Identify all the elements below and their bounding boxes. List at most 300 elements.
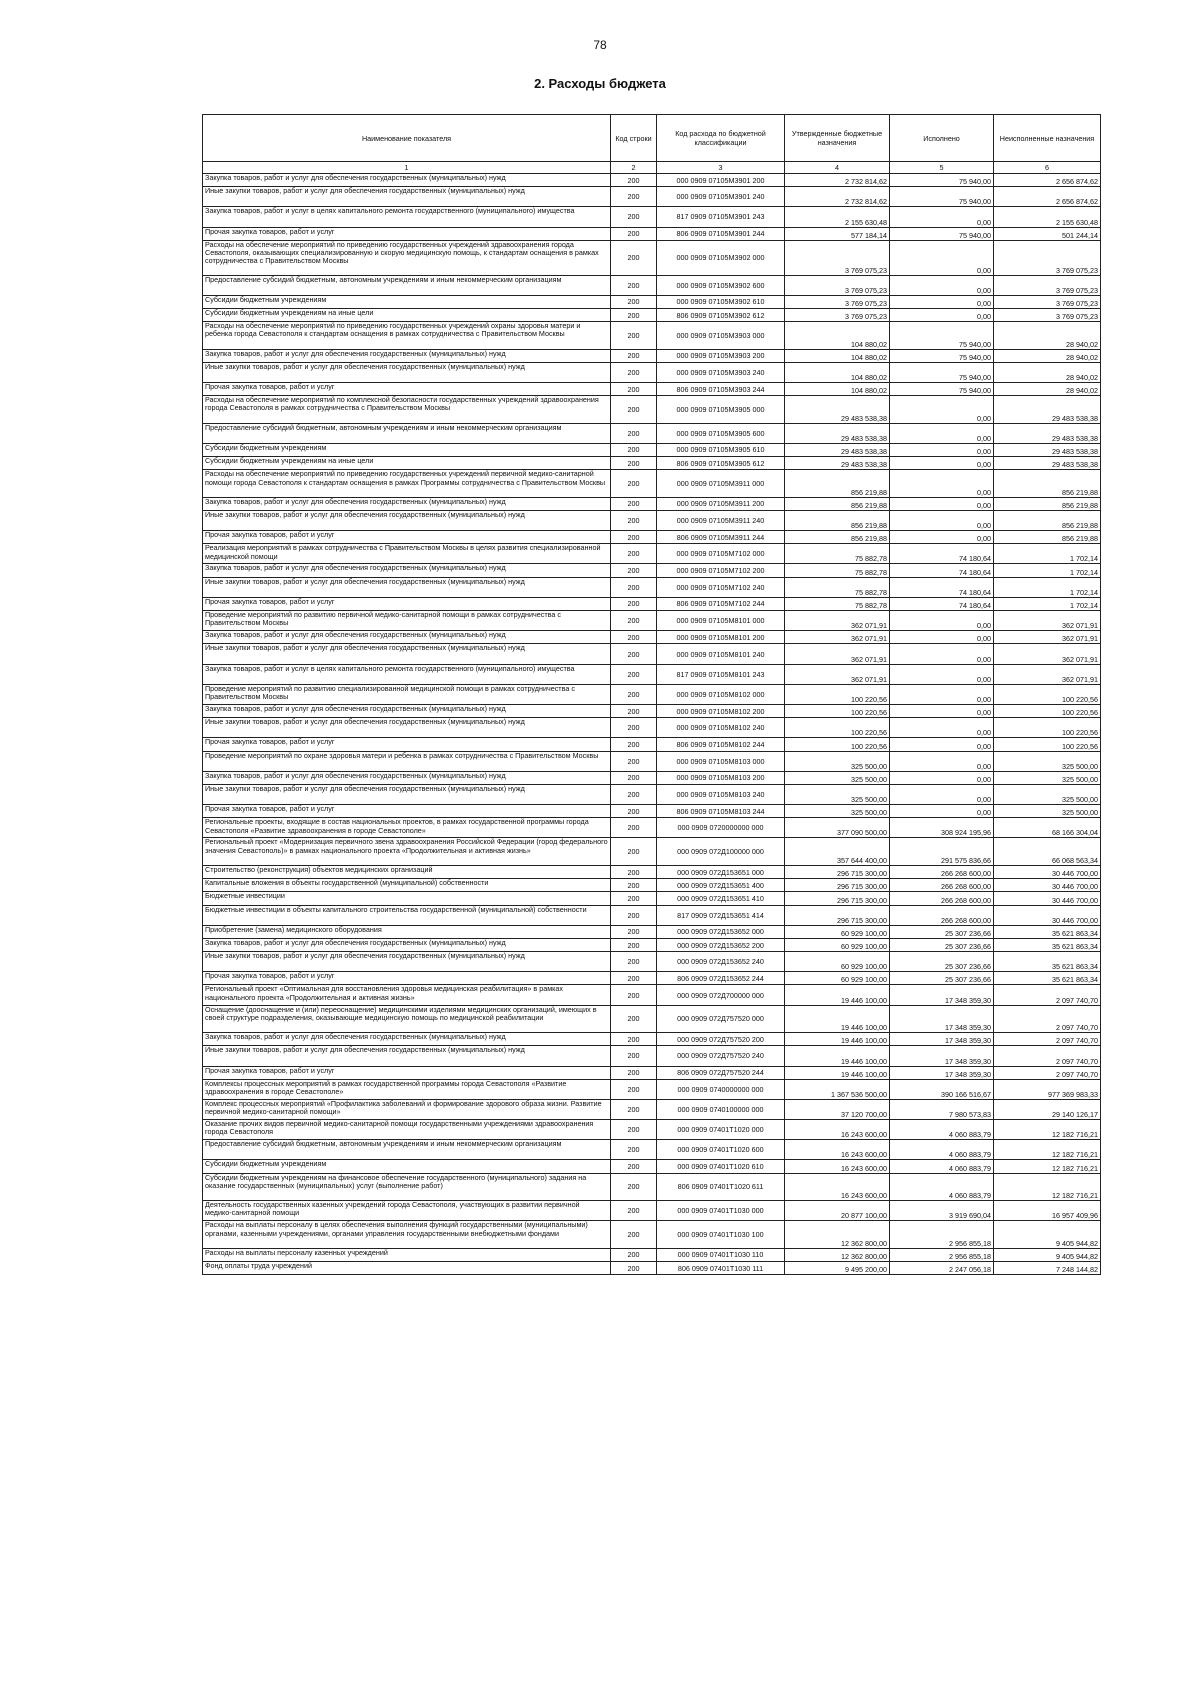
row-executed-cell: 7 980 573,83 (890, 1099, 994, 1119)
row-executed-cell: 266 268 600,00 (890, 892, 994, 905)
row-unexecuted-cell: 362 071,91 (994, 611, 1101, 631)
row-name-cell: Закупка товаров, работ и услуг для обеспечения государственных (муниципальных) нужд (203, 349, 611, 362)
table-row (203, 1033, 1101, 1046)
row-executed-cell: 2 247 056,18 (890, 1262, 994, 1275)
row-code-cell: 200 (611, 1201, 657, 1221)
row-executed-cell: 4 060 883,79 (890, 1140, 994, 1160)
row-executed-cell: 17 348 359,30 (890, 985, 994, 1005)
row-name-cell: Прочая закупка товаров, работ и услуг (203, 382, 611, 395)
row-executed-cell: 25 307 236,66 (890, 925, 994, 938)
header-approved: Утвержденные бюджетные назначения (785, 115, 890, 162)
row-approved-cell: 2 732 814,62 (785, 187, 890, 207)
row-executed-cell: 2 956 855,18 (890, 1221, 994, 1249)
row-approved-cell: 37 120 700,00 (785, 1099, 890, 1119)
row-unexecuted-cell: 1 702,14 (994, 597, 1101, 610)
row-code-cell: 200 (611, 510, 657, 530)
row-unexecuted-cell: 325 500,00 (994, 805, 1101, 818)
row-classification-cell: 000 0909 072Д757520 200 (657, 1033, 785, 1046)
table-row (203, 972, 1101, 985)
row-executed-cell: 0,00 (890, 497, 994, 510)
row-executed-cell: 75 940,00 (890, 382, 994, 395)
row-classification-cell: 000 0909 07105M3901 200 (657, 174, 785, 187)
row-executed-cell: 75 940,00 (890, 187, 994, 207)
row-executed-cell: 0,00 (890, 510, 994, 530)
row-classification-cell: 806 0909 072Д757520 244 (657, 1066, 785, 1079)
row-code-cell: 200 (611, 457, 657, 470)
table-row (203, 187, 1101, 207)
row-code-cell: 200 (611, 207, 657, 227)
row-code-cell: 200 (611, 1120, 657, 1140)
table-row (203, 1079, 1101, 1099)
row-name-cell: Оснащение (дооснащение и (или) переоснащение) медицинскими изделиями медицинских организаций, имеющих в своей структуре подразделения, оказывающие медицинскую помощь по медицинской реабилитации (203, 1005, 611, 1033)
row-executed-cell: 0,00 (890, 771, 994, 784)
row-approved-cell: 362 071,91 (785, 631, 890, 644)
table-row (203, 564, 1101, 577)
row-code-cell: 200 (611, 631, 657, 644)
row-classification-cell: 000 0909 07105M3903 240 (657, 362, 785, 382)
row-unexecuted-cell: 2 097 740,70 (994, 1005, 1101, 1033)
row-approved-cell: 60 929 100,00 (785, 925, 890, 938)
row-unexecuted-cell: 3 769 075,23 (994, 295, 1101, 308)
row-code-cell: 200 (611, 1099, 657, 1119)
row-executed-cell: 0,00 (890, 531, 994, 544)
column-number: 2 (611, 162, 657, 174)
row-executed-cell: 75 940,00 (890, 349, 994, 362)
row-executed-cell: 17 348 359,30 (890, 1005, 994, 1033)
header-line-code: Код строки (611, 115, 657, 162)
row-unexecuted-cell: 856 219,88 (994, 470, 1101, 498)
table-row (203, 443, 1101, 456)
row-executed-cell: 75 940,00 (890, 174, 994, 187)
table-header-row (203, 115, 1101, 162)
header-indicator-name: Наименование показателя (203, 115, 611, 162)
row-classification-cell: 817 0909 07105M8101 243 (657, 664, 785, 684)
row-approved-cell: 29 483 538,38 (785, 443, 890, 456)
row-approved-cell: 3 769 075,23 (785, 240, 890, 275)
row-approved-cell: 296 715 300,00 (785, 905, 890, 925)
row-approved-cell: 2 732 814,62 (785, 174, 890, 187)
row-approved-cell: 29 483 538,38 (785, 457, 890, 470)
row-code-cell: 200 (611, 187, 657, 207)
row-classification-cell: 000 0909 0740100000 000 (657, 1099, 785, 1119)
row-unexecuted-cell: 16 957 409,96 (994, 1201, 1101, 1221)
row-classification-cell: 000 0909 07105M3902 610 (657, 295, 785, 308)
row-code-cell: 200 (611, 865, 657, 878)
row-classification-cell: 000 0909 072Д757520 000 (657, 1005, 785, 1033)
table-row (203, 905, 1101, 925)
row-approved-cell: 75 882,78 (785, 597, 890, 610)
row-classification-cell: 000 0909 07105M8102 000 (657, 684, 785, 704)
row-code-cell: 200 (611, 382, 657, 395)
row-classification-cell: 000 0909 07105M3903 000 (657, 322, 785, 350)
row-executed-cell: 0,00 (890, 704, 994, 717)
row-classification-cell: 000 0909 07105M3905 000 (657, 396, 785, 424)
row-unexecuted-cell: 856 219,88 (994, 497, 1101, 510)
row-name-cell: Иные закупки товаров, работ и услуг для обеспечения государственных (муниципальных) нужд (203, 1046, 611, 1066)
row-unexecuted-cell: 362 071,91 (994, 644, 1101, 664)
row-unexecuted-cell: 100 220,56 (994, 684, 1101, 704)
row-unexecuted-cell: 9 405 944,82 (994, 1248, 1101, 1261)
row-approved-cell: 1 367 536 500,00 (785, 1079, 890, 1099)
table-row (203, 704, 1101, 717)
row-unexecuted-cell: 29 483 538,38 (994, 396, 1101, 424)
row-executed-cell: 4 060 883,79 (890, 1160, 994, 1173)
page-number: 78 (593, 38, 607, 52)
row-code-cell: 200 (611, 1140, 657, 1160)
row-code-cell: 200 (611, 423, 657, 443)
row-classification-cell: 806 0909 07401T1020 611 (657, 1173, 785, 1201)
row-code-cell: 200 (611, 925, 657, 938)
row-classification-cell: 000 0909 072Д153651 410 (657, 892, 785, 905)
table-row (203, 879, 1101, 892)
row-name-cell: Проведение мероприятий по развитию специализированной медицинской помощи в рамках сотрудничества с Правительством Москвы (203, 684, 611, 704)
table-row (203, 664, 1101, 684)
row-code-cell: 200 (611, 972, 657, 985)
row-unexecuted-cell: 30 446 700,00 (994, 879, 1101, 892)
row-classification-cell: 000 0909 072Д757520 240 (657, 1046, 785, 1066)
row-executed-cell: 74 180,64 (890, 544, 994, 564)
row-approved-cell: 296 715 300,00 (785, 865, 890, 878)
row-unexecuted-cell: 9 405 944,82 (994, 1221, 1101, 1249)
row-approved-cell: 100 220,56 (785, 704, 890, 717)
row-executed-cell: 0,00 (890, 470, 994, 498)
row-classification-cell: 000 0909 072Д153651 000 (657, 865, 785, 878)
table-row (203, 718, 1101, 738)
row-name-cell: Субсидии бюджетным учреждениям (203, 1160, 611, 1173)
row-code-cell: 200 (611, 718, 657, 738)
row-name-cell: Закупка товаров, работ и услуг для обеспечения государственных (муниципальных) нужд (203, 564, 611, 577)
row-approved-cell: 856 219,88 (785, 497, 890, 510)
row-code-cell: 200 (611, 362, 657, 382)
table-row (203, 322, 1101, 350)
row-approved-cell: 856 219,88 (785, 531, 890, 544)
row-approved-cell: 325 500,00 (785, 784, 890, 804)
row-name-cell: Бюджетные инвестиции (203, 892, 611, 905)
table-row (203, 938, 1101, 951)
row-executed-cell: 0,00 (890, 784, 994, 804)
row-executed-cell: 74 180,64 (890, 564, 994, 577)
table-row (203, 1201, 1101, 1221)
row-approved-cell: 60 929 100,00 (785, 952, 890, 972)
row-approved-cell: 325 500,00 (785, 751, 890, 771)
row-code-cell: 200 (611, 805, 657, 818)
row-executed-cell: 25 307 236,66 (890, 952, 994, 972)
row-classification-cell: 000 0909 072Д153652 000 (657, 925, 785, 938)
row-approved-cell: 16 243 600,00 (785, 1160, 890, 1173)
row-code-cell: 200 (611, 349, 657, 362)
row-unexecuted-cell: 30 446 700,00 (994, 905, 1101, 925)
table-row (203, 577, 1101, 597)
row-approved-cell: 104 880,02 (785, 349, 890, 362)
row-classification-cell: 000 0909 072Д700000 000 (657, 985, 785, 1005)
row-code-cell: 200 (611, 1248, 657, 1261)
row-executed-cell: 0,00 (890, 443, 994, 456)
row-name-cell: Прочая закупка товаров, работ и услуг (203, 597, 611, 610)
row-classification-cell: 806 0909 07105M3903 244 (657, 382, 785, 395)
row-executed-cell: 0,00 (890, 275, 994, 295)
row-name-cell: Предоставление субсидий бюджетным, автономным учреждениям и иным некоммерческим организациям (203, 275, 611, 295)
row-classification-cell: 000 0909 07105M3911 240 (657, 510, 785, 530)
table-row (203, 275, 1101, 295)
row-approved-cell: 362 071,91 (785, 611, 890, 631)
row-name-cell: Деятельность государственных казенных учреждений города Севастополя, участвующих в развитии первичной медико-санитарной помощи (203, 1201, 611, 1221)
row-unexecuted-cell: 12 182 716,21 (994, 1173, 1101, 1201)
row-name-cell: Иные закупки товаров, работ и услуг для обеспечения государственных (муниципальных) нужд (203, 952, 611, 972)
row-name-cell: Проведение мероприятий по охране здоровья матери и ребенка в рамках сотрудничества с Правительством Москвы (203, 751, 611, 771)
row-name-cell: Приобретение (замена) медицинского оборудования (203, 925, 611, 938)
row-approved-cell: 19 446 100,00 (785, 1005, 890, 1033)
row-classification-cell: 000 0909 072Д153651 400 (657, 879, 785, 892)
row-unexecuted-cell: 2 656 874,62 (994, 187, 1101, 207)
row-executed-cell: 0,00 (890, 805, 994, 818)
row-classification-cell: 000 0909 07105M8102 240 (657, 718, 785, 738)
row-unexecuted-cell: 28 940,02 (994, 322, 1101, 350)
row-approved-cell: 296 715 300,00 (785, 892, 890, 905)
row-executed-cell: 0,00 (890, 207, 994, 227)
table-row (203, 631, 1101, 644)
row-code-cell: 200 (611, 879, 657, 892)
row-unexecuted-cell: 28 940,02 (994, 349, 1101, 362)
row-executed-cell: 0,00 (890, 644, 994, 664)
table-row (203, 1046, 1101, 1066)
table-row (203, 174, 1101, 187)
row-classification-cell: 000 0909 07105M7102 000 (657, 544, 785, 564)
row-unexecuted-cell: 2 097 740,70 (994, 985, 1101, 1005)
row-code-cell: 200 (611, 308, 657, 321)
row-unexecuted-cell: 29 483 538,38 (994, 443, 1101, 456)
row-code-cell: 200 (611, 531, 657, 544)
row-classification-cell: 000 0909 07105M3911 200 (657, 497, 785, 510)
row-approved-cell: 16 243 600,00 (785, 1173, 890, 1201)
row-name-cell: Комплексы процессных мероприятий в рамках государственной программы города Севастополя «Развитие здравоохранения в городе Севастополе» (203, 1079, 611, 1099)
row-unexecuted-cell: 325 500,00 (994, 771, 1101, 784)
row-executed-cell: 75 940,00 (890, 227, 994, 240)
row-classification-cell: 000 0909 072Д153652 240 (657, 952, 785, 972)
row-code-cell: 200 (611, 497, 657, 510)
table-row (203, 838, 1101, 866)
row-executed-cell: 3 919 690,04 (890, 1201, 994, 1221)
row-name-cell: Иные закупки товаров, работ и услуг для обеспечения государственных (муниципальных) нужд (203, 784, 611, 804)
row-name-cell: Прочая закупка товаров, работ и услуг (203, 531, 611, 544)
row-classification-cell: 817 0909 072Д153651 414 (657, 905, 785, 925)
row-approved-cell: 2 155 630,48 (785, 207, 890, 227)
row-classification-cell: 000 0909 07105M8101 200 (657, 631, 785, 644)
table-row (203, 892, 1101, 905)
row-executed-cell: 0,00 (890, 308, 994, 321)
row-code-cell: 200 (611, 1033, 657, 1046)
row-code-cell: 200 (611, 1173, 657, 1201)
table-body (203, 174, 1101, 1275)
row-unexecuted-cell: 1 702,14 (994, 564, 1101, 577)
row-classification-cell: 000 0909 07105M3902 600 (657, 275, 785, 295)
row-classification-cell: 000 0909 07401T1020 600 (657, 1140, 785, 1160)
row-code-cell: 200 (611, 905, 657, 925)
row-executed-cell: 390 166 516,67 (890, 1079, 994, 1099)
row-approved-cell: 377 090 500,00 (785, 818, 890, 838)
row-code-cell: 200 (611, 295, 657, 308)
row-unexecuted-cell: 362 071,91 (994, 631, 1101, 644)
row-code-cell: 200 (611, 1005, 657, 1033)
row-approved-cell: 16 243 600,00 (785, 1120, 890, 1140)
header-classification-code: Код расхода по бюджетной классификации (657, 115, 785, 162)
row-name-cell: Бюджетные инвестиции в объекты капитального строительства государственной (муниципальной) собственности (203, 905, 611, 925)
row-unexecuted-cell: 35 621 863,34 (994, 925, 1101, 938)
row-name-cell: Закупка товаров, работ и услуг в целях капитального ремонта государственного (муниципального) имущества (203, 664, 611, 684)
table-row (203, 510, 1101, 530)
row-name-cell: Региональный проект «Модернизация первичного звена здравоохранения Российской Федерации (город федерального значения Севастополь)» в рамках национального проекта «Продолжительная и активная жизнь» (203, 838, 611, 866)
row-name-cell: Региональные проекты, входящие в состав национальных проектов, в рамках государственной программы города Севастополя «Развитие здравоохранения в городе Севастополе» (203, 818, 611, 838)
table-row (203, 470, 1101, 498)
page-title: 2. Расходы бюджета (534, 76, 666, 91)
row-approved-cell: 19 446 100,00 (785, 1066, 890, 1079)
row-unexecuted-cell: 28 940,02 (994, 382, 1101, 395)
row-code-cell: 200 (611, 396, 657, 424)
row-executed-cell: 266 268 600,00 (890, 905, 994, 925)
row-classification-cell: 000 0909 07105M3903 200 (657, 349, 785, 362)
row-executed-cell: 0,00 (890, 295, 994, 308)
row-unexecuted-cell: 362 071,91 (994, 664, 1101, 684)
row-unexecuted-cell: 325 500,00 (994, 784, 1101, 804)
column-number: 3 (657, 162, 785, 174)
row-executed-cell: 74 180,64 (890, 597, 994, 610)
table-row (203, 805, 1101, 818)
row-classification-cell: 000 0909 072Д100000 000 (657, 838, 785, 866)
row-code-cell: 200 (611, 892, 657, 905)
row-executed-cell: 0,00 (890, 664, 994, 684)
row-classification-cell: 000 0909 07105M8101 240 (657, 644, 785, 664)
table-row (203, 925, 1101, 938)
row-classification-cell: 806 0909 07105M3902 612 (657, 308, 785, 321)
row-approved-cell: 577 184,14 (785, 227, 890, 240)
column-number: 6 (994, 162, 1101, 174)
table-row (203, 684, 1101, 704)
row-classification-cell: 000 0909 07105M3911 000 (657, 470, 785, 498)
row-classification-cell: 000 0909 07105M3901 240 (657, 187, 785, 207)
row-executed-cell: 2 956 855,18 (890, 1248, 994, 1261)
row-approved-cell: 100 220,56 (785, 718, 890, 738)
row-unexecuted-cell: 856 219,88 (994, 531, 1101, 544)
row-code-cell: 200 (611, 1221, 657, 1249)
row-approved-cell: 9 495 200,00 (785, 1262, 890, 1275)
table-row (203, 751, 1101, 771)
column-number: 1 (203, 162, 611, 174)
row-approved-cell: 362 071,91 (785, 644, 890, 664)
row-unexecuted-cell: 30 446 700,00 (994, 865, 1101, 878)
row-code-cell: 200 (611, 544, 657, 564)
row-approved-cell: 100 220,56 (785, 738, 890, 751)
row-unexecuted-cell: 30 446 700,00 (994, 892, 1101, 905)
row-name-cell: Субсидии бюджетным учреждениям (203, 295, 611, 308)
row-classification-cell: 817 0909 07105M3901 243 (657, 207, 785, 227)
row-name-cell: Иные закупки товаров, работ и услуг для обеспечения государственных (муниципальных) нужд (203, 362, 611, 382)
column-number-row (203, 162, 1101, 174)
row-approved-cell: 29 483 538,38 (785, 423, 890, 443)
row-name-cell: Расходы на обеспечение мероприятий по приведению государственных учреждений первичной медико-санитарной помощи города Севастополя к стандартам оснащения в рамках Программы сотрудничества с Правительством Москвы (203, 470, 611, 498)
row-classification-cell: 806 0909 07105M8102 244 (657, 738, 785, 751)
row-name-cell: Закупка товаров, работ и услуг для обеспечения государственных (муниципальных) нужд (203, 497, 611, 510)
table-row (203, 1066, 1101, 1079)
row-name-cell: Капитальные вложения в объекты государственной (муниципальной) собственности (203, 879, 611, 892)
row-approved-cell: 104 880,02 (785, 362, 890, 382)
table-row (203, 240, 1101, 275)
table-row (203, 1120, 1101, 1140)
row-name-cell: Расходы на выплаты персоналу казенных учреждений (203, 1248, 611, 1261)
row-code-cell: 200 (611, 985, 657, 1005)
row-name-cell: Иные закупки товаров, работ и услуг для обеспечения государственных (муниципальных) нужд (203, 577, 611, 597)
row-unexecuted-cell: 12 182 716,21 (994, 1140, 1101, 1160)
row-name-cell: Предоставление субсидий бюджетным, автономным учреждениям и иным некоммерческим организациям (203, 423, 611, 443)
row-classification-cell: 000 0909 072Д153652 200 (657, 938, 785, 951)
row-code-cell: 200 (611, 470, 657, 498)
row-approved-cell: 325 500,00 (785, 805, 890, 818)
row-name-cell: Расходы на обеспечение мероприятий по приведению государственных учреждений охраны здоровья матери и ребенка города Севастополя к стандартам оснащения в рамках сотрудничества с Правительством Москвы (203, 322, 611, 350)
row-code-cell: 200 (611, 838, 657, 866)
row-executed-cell: 0,00 (890, 611, 994, 631)
row-code-cell: 200 (611, 174, 657, 187)
row-approved-cell: 104 880,02 (785, 322, 890, 350)
row-unexecuted-cell: 1 702,14 (994, 544, 1101, 564)
row-approved-cell: 60 929 100,00 (785, 972, 890, 985)
row-executed-cell: 17 348 359,30 (890, 1066, 994, 1079)
table-row (203, 1160, 1101, 1173)
table-row (203, 644, 1101, 664)
row-executed-cell: 0,00 (890, 718, 994, 738)
table-row (203, 308, 1101, 321)
row-name-cell: Субсидии бюджетным учреждениям на финансовое обеспечение государственного (муниципального) задания на оказание государственных (муниципальных) услуг (выполнение работ) (203, 1173, 611, 1201)
row-name-cell: Субсидии бюджетным учреждениям на иные цели (203, 308, 611, 321)
row-classification-cell: 806 0909 07105M3901 244 (657, 227, 785, 240)
row-unexecuted-cell: 12 182 716,21 (994, 1160, 1101, 1173)
row-unexecuted-cell: 100 220,56 (994, 738, 1101, 751)
row-approved-cell: 856 219,88 (785, 470, 890, 498)
row-classification-cell: 806 0909 07105M3911 244 (657, 531, 785, 544)
table-row (203, 396, 1101, 424)
row-classification-cell: 000 0909 0720000000 000 (657, 818, 785, 838)
row-name-cell: Фонд оплаты труда учреждений (203, 1262, 611, 1275)
row-unexecuted-cell: 35 621 863,34 (994, 938, 1101, 951)
row-classification-cell: 000 0909 07105M8103 000 (657, 751, 785, 771)
row-code-cell: 200 (611, 738, 657, 751)
row-approved-cell: 357 644 400,00 (785, 838, 890, 866)
row-classification-cell: 806 0909 07105M8103 244 (657, 805, 785, 818)
row-executed-cell: 17 348 359,30 (890, 1033, 994, 1046)
table-row (203, 985, 1101, 1005)
row-approved-cell: 3 769 075,23 (785, 275, 890, 295)
row-executed-cell: 0,00 (890, 738, 994, 751)
table-row (203, 227, 1101, 240)
row-name-cell: Иные закупки товаров, работ и услуг для обеспечения государственных (муниципальных) нужд (203, 718, 611, 738)
table-row (203, 531, 1101, 544)
row-approved-cell: 100 220,56 (785, 684, 890, 704)
row-name-cell: Расходы на обеспечение мероприятий по приведению государственных учреждений здравоохранения города Севастополя, оказывающих специализированную и скорую медицинскую помощь, к стандартам оснащения в рамках сотрудничества с Правительством Москвы (203, 240, 611, 275)
row-code-cell: 200 (611, 1066, 657, 1079)
row-code-cell: 200 (611, 1160, 657, 1173)
row-name-cell: Оказание прочих видов первичной медико-санитарной помощи государственными учреждениями здравоохранения города Севастополя (203, 1120, 611, 1140)
row-code-cell: 200 (611, 1262, 657, 1275)
row-classification-cell: 000 0909 07105M3905 610 (657, 443, 785, 456)
row-name-cell: Расходы на обеспечение мероприятий по комплексной безопасности государственных учреждений здравоохранения города Севастополя в рамках сотрудничества с Правительством Москвы (203, 396, 611, 424)
row-code-cell: 200 (611, 1046, 657, 1066)
row-name-cell: Прочая закупка товаров, работ и услуг (203, 1066, 611, 1079)
row-unexecuted-cell: 2 656 874,62 (994, 174, 1101, 187)
row-approved-cell: 19 446 100,00 (785, 1046, 890, 1066)
table-row (203, 497, 1101, 510)
row-executed-cell: 0,00 (890, 751, 994, 771)
table-row (203, 207, 1101, 227)
row-code-cell: 200 (611, 818, 657, 838)
row-unexecuted-cell: 501 244,14 (994, 227, 1101, 240)
row-unexecuted-cell: 3 769 075,23 (994, 240, 1101, 275)
